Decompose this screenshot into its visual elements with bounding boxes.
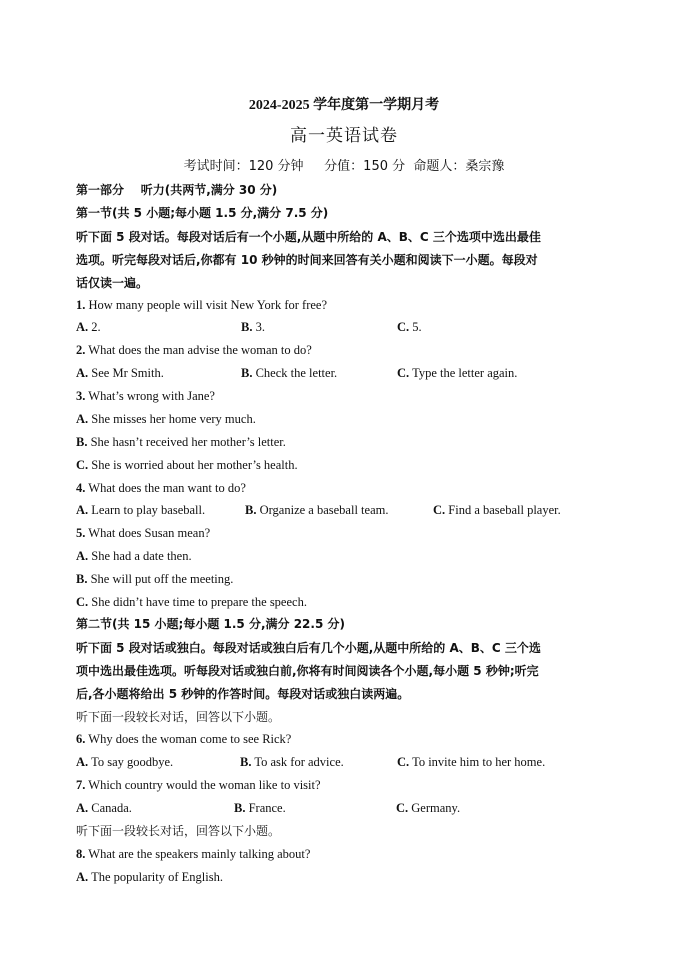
option-a: A. Learn to play baseball. <box>76 503 206 517</box>
question-1 <box>76 297 327 313</box>
option-c: C. To invite him to her home. <box>397 755 546 769</box>
question-number: 5. <box>76 526 86 540</box>
question-text: Why does the woman come to see Rick? <box>88 732 292 746</box>
part1-heading: 第一部分 听力(共两节,满分 30 分) <box>76 183 278 197</box>
option-c: C. Type the letter again. <box>397 366 518 380</box>
question-text: Which country would the woman like to visit? <box>88 778 321 792</box>
option-c: C. Find a baseball player. <box>433 503 561 517</box>
question-text: What’s wrong with Jane? <box>88 389 215 403</box>
option-a: A. See Mr Smith. <box>76 366 164 380</box>
question-number: 3. <box>76 389 86 403</box>
section1-heading: 第一节(共 5 小题;每小题 1.5 分,满分 7.5 分) <box>76 206 329 220</box>
option-b: B. She hasn’t received her mother’s letter. <box>76 435 286 449</box>
question-text: What does the man want to do? <box>88 481 246 495</box>
question-number: 8. <box>76 847 86 861</box>
option-c: C. 5. <box>397 320 422 334</box>
question-8 <box>76 846 310 862</box>
question-2 <box>76 342 312 358</box>
section1-instruction-line: 听下面 5 段对话。每段对话后有一个小题,从题中所给的 A、B、C 三个选项中选出最佳 <box>76 230 541 244</box>
option-b: B. 3. <box>241 320 265 334</box>
section1-instruction-line: 话仅读一遍。 <box>76 276 149 290</box>
question-4 <box>76 480 246 496</box>
option-a: A. She misses her home very much. <box>76 412 256 426</box>
section2-instruction-line: 后,各小题将给出 5 秒钟的作答时间。每段对话或独白读两遍。 <box>76 687 410 701</box>
question-text: How many people will visit New York for free? <box>88 298 327 312</box>
option-a: A. Canada. <box>76 801 132 815</box>
question-number: 2. <box>76 343 86 357</box>
option-b: B. She will put off the meeting. <box>76 572 234 586</box>
section1-instruction-line: 选项。听完每段对话后,你都有 10 秒钟的时间来回答有关小题和阅读下一小题。每段对 <box>76 253 538 267</box>
question-3 <box>76 388 215 404</box>
section2-heading: 第二节(共 15 小题;每小题 1.5 分,满分 22.5 分) <box>76 617 345 631</box>
option-a: A. 2. <box>76 320 101 334</box>
question-7 <box>76 777 321 793</box>
listen-instruction: 听下面一段较长对话，回答以下小题。 <box>76 710 281 724</box>
option-b: B. France. <box>234 801 286 815</box>
option-b: B. To ask for advice. <box>240 755 344 769</box>
section2-instruction-line: 项中选出最佳选项。听每段对话或独白前,你将有时间阅读各个小题,每小题 5 秒钟;听完 <box>76 664 539 678</box>
exam-title: 高一英语试卷 <box>290 126 398 146</box>
question-text: What are the speakers mainly talking about? <box>88 847 311 861</box>
question-text: What does the man advise the woman to do? <box>88 343 312 357</box>
option-a: A. The popularity of English. <box>76 870 223 884</box>
option-a: A. She had a date then. <box>76 549 192 563</box>
year-title: 2024-2025 学年度第一学期月考 <box>248 98 440 113</box>
option-c: C. She didn’t have time to prepare the speech. <box>76 595 307 609</box>
question-6 <box>76 731 291 747</box>
option-c: C. She is worried about her mother’s health. <box>76 458 298 472</box>
question-text: What does Susan mean? <box>88 526 211 540</box>
question-number: 4. <box>76 481 86 495</box>
option-a: A. To say goodbye. <box>76 755 174 769</box>
question-number: 7. <box>76 778 86 792</box>
section2-instruction-line: 听下面 5 段对话或独白。每段对话或独白后有几个小题,从题中所给的 A、B、C 三个选 <box>76 641 541 655</box>
exam-info: 考试时间：120 分钟 分值：150 分 命题人：桑宗豫 <box>183 159 505 174</box>
listen-instruction: 听下面一段较长对话，回答以下小题。 <box>76 824 281 838</box>
question-5 <box>76 525 210 541</box>
option-c: C. Germany. <box>396 801 461 815</box>
option-b: B. Check the letter. <box>241 366 338 380</box>
question-number: 1. <box>76 298 86 312</box>
question-number: 6. <box>76 732 86 746</box>
option-b: B. Organize a baseball team. <box>245 503 389 517</box>
